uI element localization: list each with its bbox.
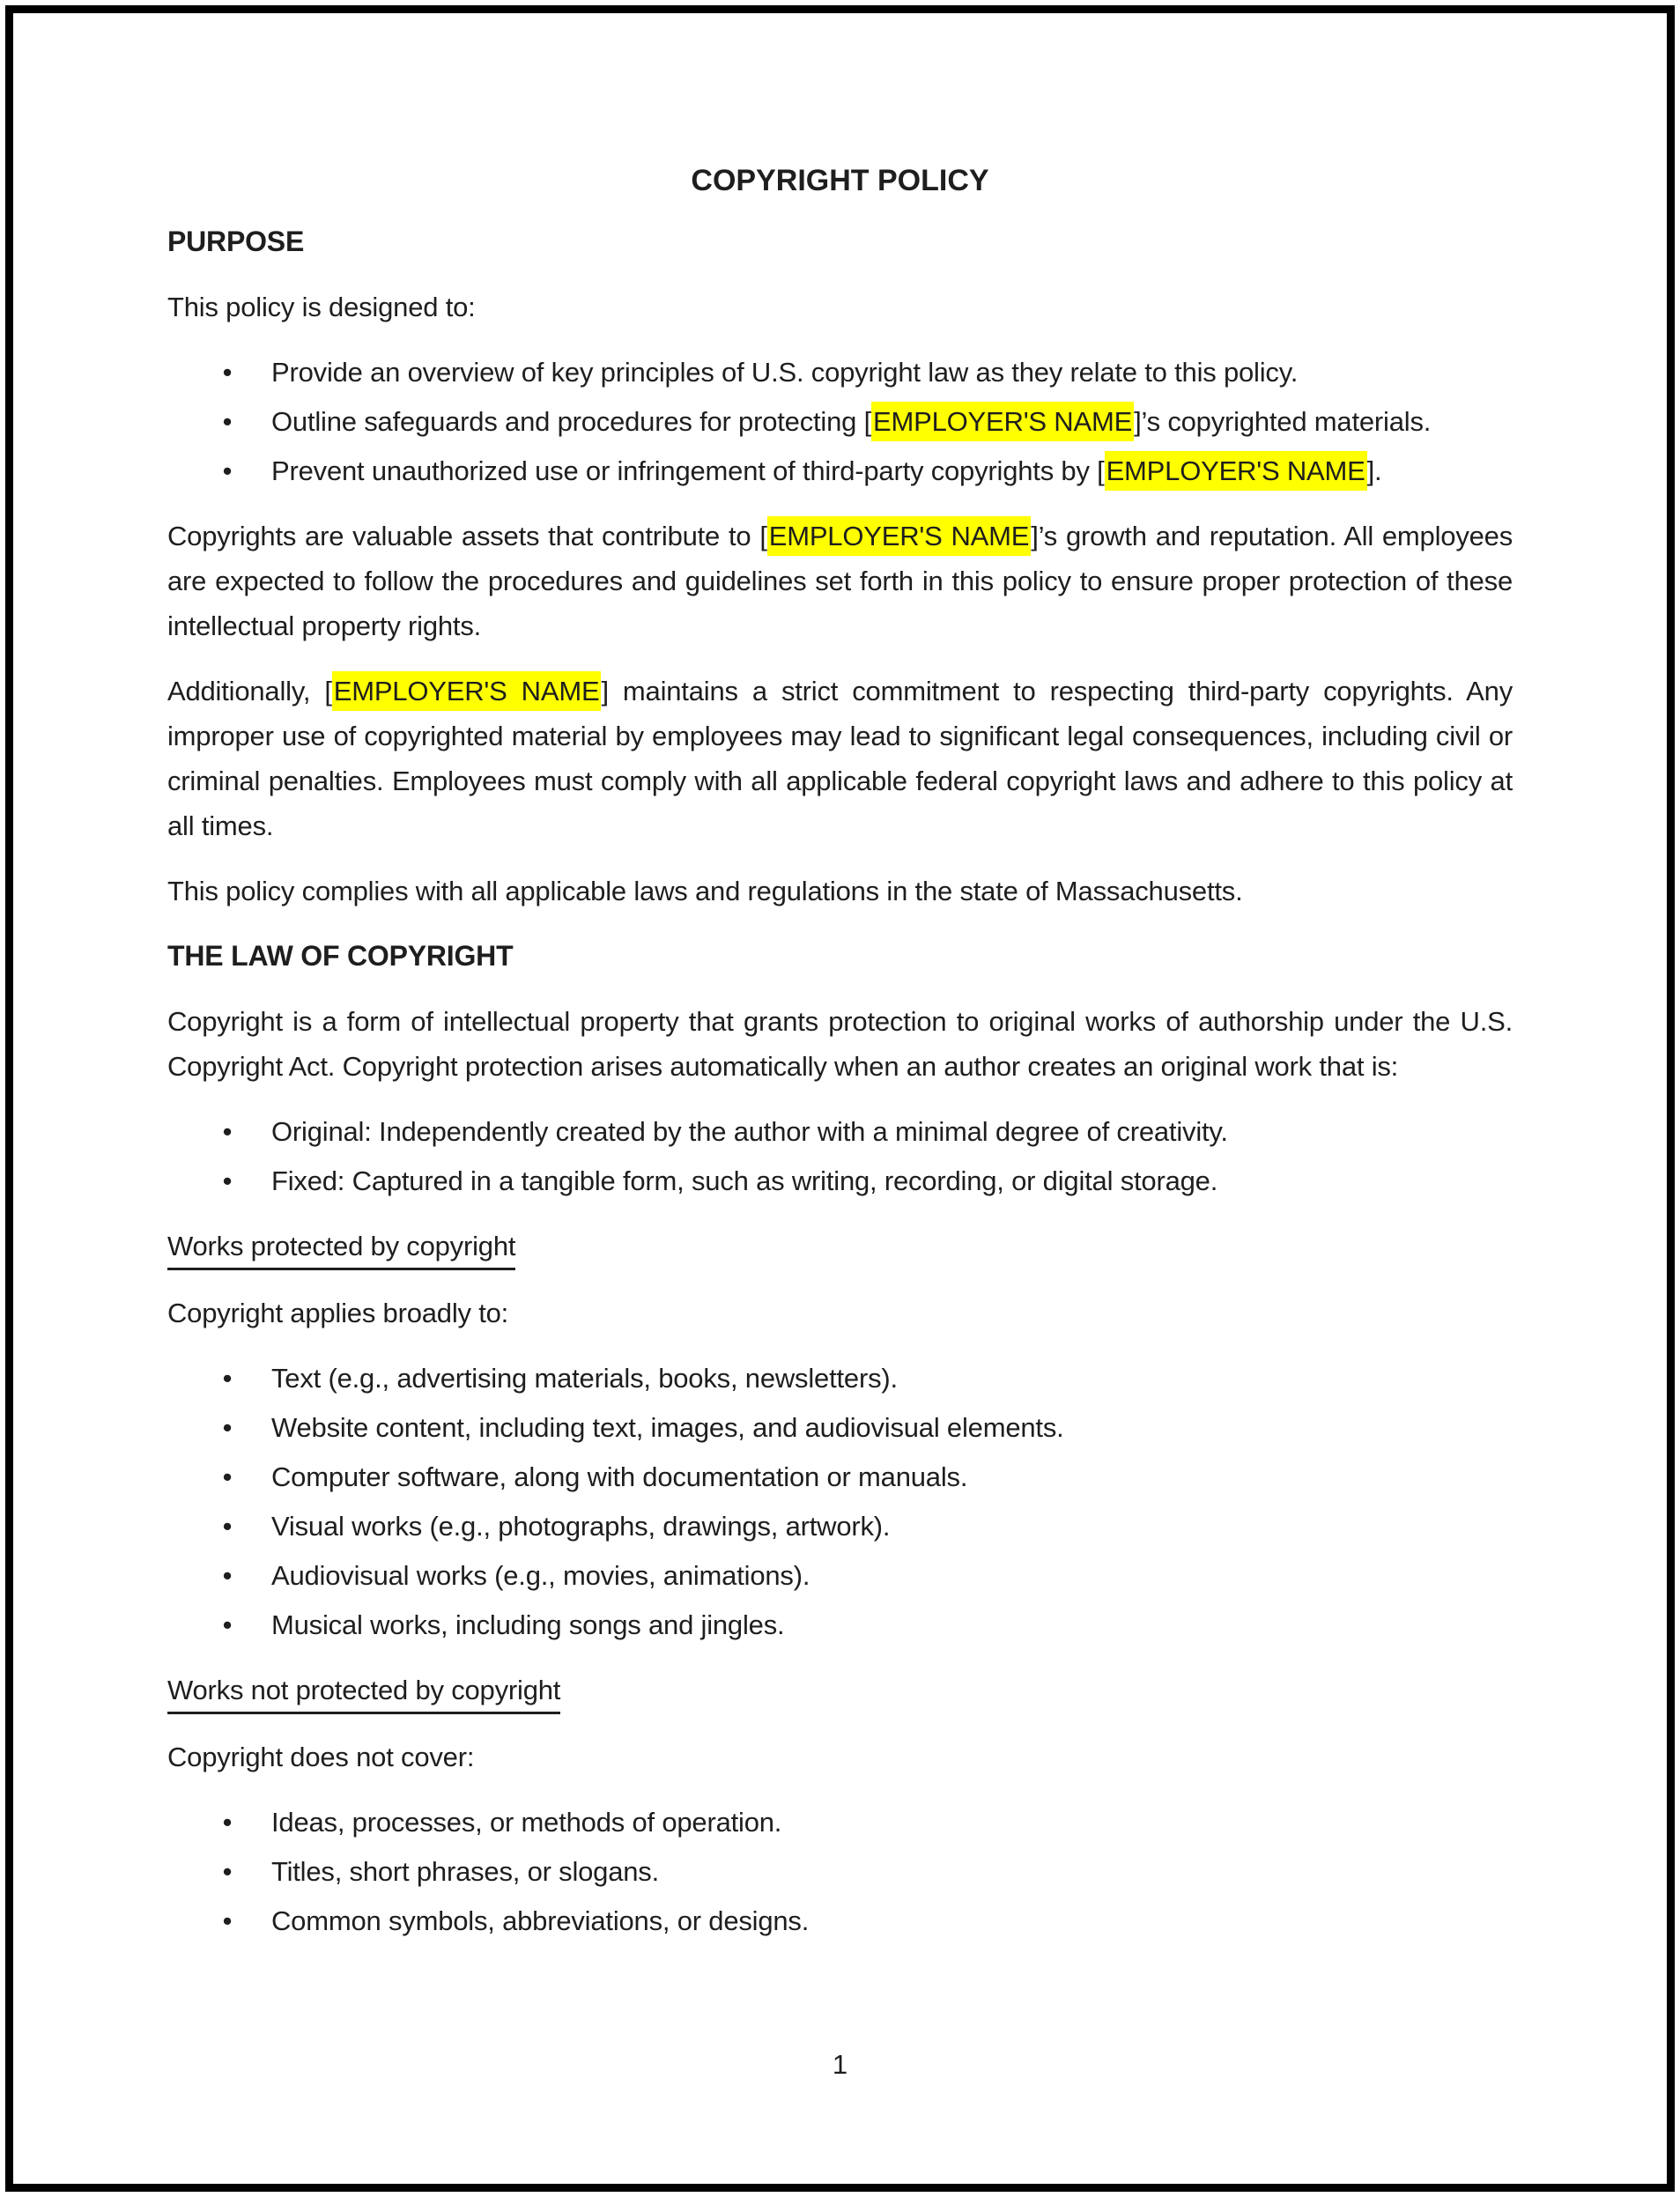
paragraph bbox=[167, 285, 1513, 329]
page-number: 1 bbox=[832, 2049, 848, 2080]
bullet-icon: • bbox=[222, 1511, 233, 1542]
bullet-item bbox=[167, 1553, 1513, 1598]
text-run: Copyright does not cover: bbox=[167, 1742, 475, 1772]
text-run: Musical works, including songs and jingles. bbox=[271, 1609, 785, 1640]
text-run: Original: Independently created by the author with a minimal degree of creativity. bbox=[271, 1116, 1228, 1147]
bullet-item bbox=[167, 350, 1513, 395]
bullet-item-text bbox=[271, 357, 1298, 388]
bullet-list bbox=[167, 1109, 1513, 1203]
bullet-icon: • bbox=[222, 1412, 233, 1443]
text-run: Copyright applies broadly to: bbox=[167, 1298, 509, 1328]
text-run: This policy is designed to: bbox=[167, 292, 476, 322]
highlighted-placeholder: EMPLOYER'S NAME bbox=[1105, 451, 1367, 491]
text-run: Visual works (e.g., photographs, drawings, artwork). bbox=[271, 1511, 891, 1542]
bullet-item-text bbox=[271, 1609, 784, 1640]
bullet-item-text bbox=[271, 1116, 1228, 1147]
text-run: Audiovisual works (e.g., movies, animations). bbox=[271, 1560, 810, 1591]
bullet-item bbox=[167, 1800, 1513, 1845]
bullet-item bbox=[167, 1504, 1513, 1549]
bullet-item-text bbox=[271, 1560, 810, 1591]
paragraph bbox=[167, 1735, 1513, 1779]
document-title: COPYRIGHT POLICY bbox=[691, 164, 989, 197]
bullet-item bbox=[167, 1158, 1513, 1203]
text-run: Common symbols, abbreviations, or designs. bbox=[271, 1905, 810, 1936]
text-run: Ideas, processes, or methods of operation. bbox=[271, 1807, 782, 1838]
bullet-item bbox=[167, 1109, 1513, 1154]
text-run: Copyright is a form of intellectual property that grants protection to original works of authorship under the U.S. Copyright Act. Copyright protection arises automatically when an author creates an original work that is: bbox=[167, 1006, 1513, 1082]
bullet-item-text bbox=[271, 1461, 967, 1492]
bullet-item bbox=[167, 1849, 1513, 1894]
text-run: ]’s copyrighted materials. bbox=[1134, 406, 1432, 437]
text-run: Outline safeguards and procedures for protecting [ bbox=[271, 406, 872, 437]
bullet-icon: • bbox=[222, 357, 233, 388]
bullet-item-text bbox=[271, 1905, 809, 1936]
bullet-icon: • bbox=[222, 1560, 233, 1591]
bullet-icon: • bbox=[222, 1905, 233, 1936]
bullet-item-text bbox=[271, 1412, 1064, 1443]
text-run: Provide an overview of key principles of U.S. copyright law as they relate to this policy. bbox=[271, 357, 1299, 388]
bullet-item-text bbox=[271, 1511, 890, 1542]
bullet-icon: • bbox=[222, 1856, 233, 1887]
underlined-subheading bbox=[167, 1668, 1513, 1714]
highlighted-placeholder: EMPLOYER'S NAME bbox=[767, 516, 1032, 556]
text-run: ] maintains a strict commitment to respecting third-party copyrights. Any improper use of copyrighted material by employees may lead to significant legal consequences, including civil or criminal penalties. Employees must comply with all applicable federal copyright laws and adhere to this policy at all times. bbox=[167, 676, 1513, 841]
text-run: Additionally, [ bbox=[167, 676, 332, 706]
bullet-item-text bbox=[271, 1807, 781, 1838]
bullet-list bbox=[167, 1356, 1513, 1647]
bullet-list bbox=[167, 1800, 1513, 1943]
bullet-item bbox=[167, 1356, 1513, 1401]
text-run: Titles, short phrases, or slogans. bbox=[271, 1856, 660, 1887]
underlined-subheading-text: Works not protected by copyright bbox=[167, 1671, 560, 1714]
bullet-item-text bbox=[271, 451, 1381, 491]
text-run: ]. bbox=[1366, 455, 1382, 486]
document-content bbox=[167, 159, 1513, 1964]
section-heading: PURPOSE bbox=[167, 226, 305, 257]
bullet-item bbox=[167, 1405, 1513, 1450]
bullet-item bbox=[167, 1454, 1513, 1499]
bullet-item bbox=[167, 399, 1513, 444]
bullet-icon: • bbox=[222, 1116, 233, 1147]
paragraph bbox=[167, 514, 1513, 648]
bullet-icon: • bbox=[222, 455, 233, 486]
text-run: Fixed: Captured in a tangible form, such as writing, recording, or digital storage. bbox=[271, 1165, 1218, 1196]
text-run: Computer software, along with documentation or manuals. bbox=[271, 1461, 968, 1492]
bullet-icon: • bbox=[222, 1363, 233, 1394]
text-run: Website content, including text, images, and audiovisual elements. bbox=[271, 1412, 1064, 1443]
text-run: Copyrights are valuable assets that contribute to [ bbox=[167, 521, 767, 551]
paragraph bbox=[167, 999, 1513, 1089]
bullet-item bbox=[167, 1602, 1513, 1647]
text-run: Prevent unauthorized use or infringement of third-party copyrights by [ bbox=[271, 455, 1105, 486]
bullet-icon: • bbox=[222, 1165, 233, 1196]
highlighted-placeholder: EMPLOYER'S NAME bbox=[332, 671, 602, 711]
underlined-subheading-text: Works protected by copyright bbox=[167, 1227, 515, 1270]
document-body bbox=[167, 219, 1513, 1943]
text-run: Text (e.g., advertising materials, books, newsletters). bbox=[271, 1363, 898, 1394]
section-heading: THE LAW OF COPYRIGHT bbox=[167, 940, 514, 972]
bullet-item-text bbox=[271, 1856, 659, 1887]
bullet-item-text bbox=[271, 402, 1431, 441]
bullet-icon: • bbox=[222, 406, 233, 437]
underlined-subheading bbox=[167, 1224, 1513, 1270]
bullet-list bbox=[167, 350, 1513, 493]
bullet-item bbox=[167, 448, 1513, 493]
bullet-item-text bbox=[271, 1363, 898, 1394]
text-run: This policy complies with all applicable laws and regulations in the state of Massachusetts. bbox=[167, 876, 1243, 906]
paragraph bbox=[167, 869, 1513, 914]
bullet-item-text bbox=[271, 1165, 1217, 1196]
paragraph bbox=[167, 669, 1513, 848]
bullet-icon: • bbox=[222, 1609, 233, 1640]
highlighted-placeholder: EMPLOYER'S NAME bbox=[871, 402, 1134, 441]
bullet-icon: • bbox=[222, 1807, 233, 1838]
paragraph bbox=[167, 1291, 1513, 1335]
text-run: ]’s growth and reputation. All employees are expected to follow the procedures and guidelines set forth in this policy to ensure proper protection of these intellectual property rights. bbox=[167, 521, 1513, 641]
bullet-item bbox=[167, 1898, 1513, 1943]
bullet-icon: • bbox=[222, 1461, 233, 1492]
